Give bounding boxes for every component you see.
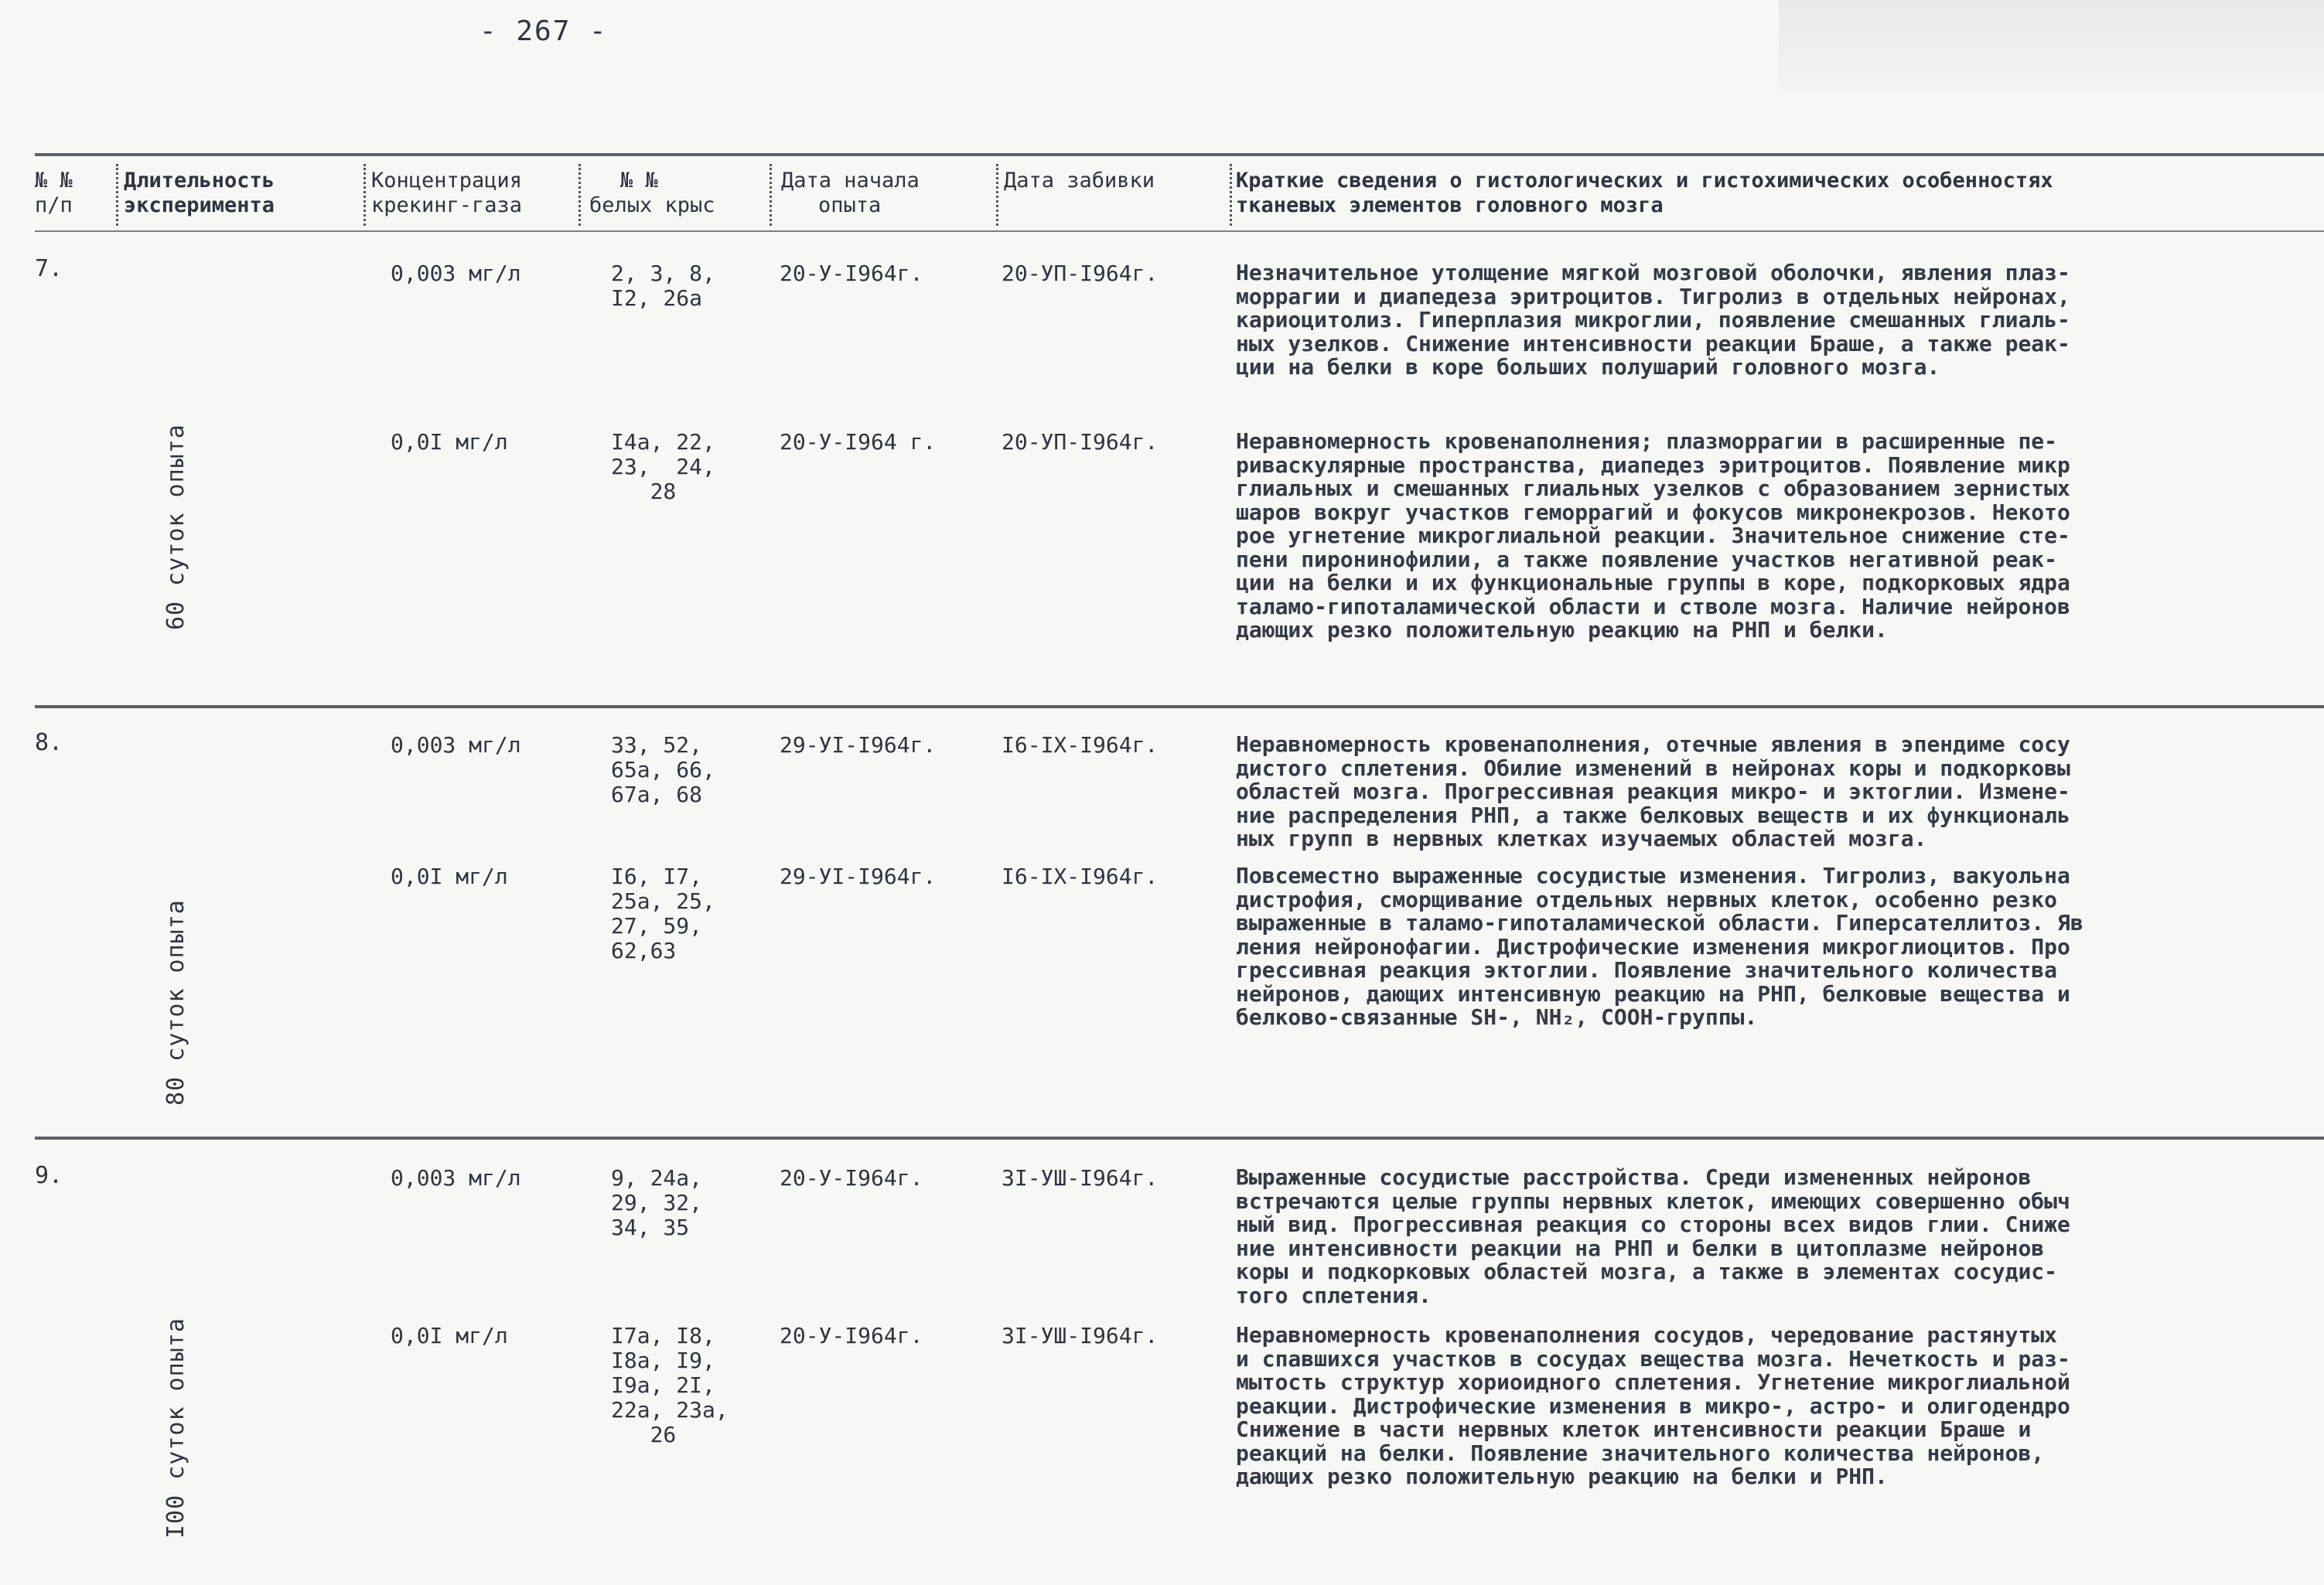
group-divider [35,1137,2324,1140]
header-end-date: Дата забивки [1004,169,1155,193]
rats-cell: I6, I7, 25а, 25, 27, 59, 62,63 [611,864,715,963]
rats-cell: 33, 52, 65а, 66, 67а, 68 [611,732,715,807]
header-separator [770,164,772,226]
end-date-cell: 20-УП-I964г. [1002,261,1159,286]
concentration-cell: 0,0I мг/л [391,429,508,455]
description-cell: Неравномерность кровенаполнения, отечные явления в эпендиме сосу дистого сплетения. Обилие изменений в нейронах коры и подкорковы областей мозга. Прогрессивная реакция микро- и эктоглии. Измене- ние распределения РНП, а также белковых веществ и их функциональ ных групп в нервных клетках изучаемых областей мозга. [1236,731,2070,851]
duration-label: 80 суток опыта [162,899,189,1106]
rats-cell: 2, 3, 8, I2, 26а [611,261,715,311]
end-date-cell: I6-IX-I964г. [1002,732,1159,758]
rats-cell: 9, 24а, 29, 32, 34, 35 [611,1165,703,1240]
group-number: 8. [35,729,63,756]
header-description: Краткие сведения о гистологических и гистохимических особенностях тканевых элементов головного мозга [1236,169,2053,217]
description-cell: Неравномерность кровенаполнения сосудов, чередование растянутых и спавшихся участков в сосудах вещества мозга. Нечеткость и раз- мытость структур хориоидного сплетения. Угнетение микроглиальной реакции. Дистрофические изменения в микро-, астро- и олигодендро Снижение в части нервных клеток интенсивности реакции Браше и реакций на белки. Появление значительного количества нейронов, дающих резко положительную реакцию на белки и РНП. [1236,1322,2070,1489]
start-date-cell: 20-У-I964г. [780,261,923,286]
concentration-cell: 0,0I мг/л [391,1323,508,1348]
duration-label: 60 суток опыта [162,424,189,630]
header-separator [1230,164,1232,226]
end-date-cell: 3I-УШ-I964г. [1002,1323,1159,1348]
start-date-cell: 20-У-I964 г. [780,429,937,455]
concentration-cell: 0,003 мг/л [391,1165,521,1191]
header-separator [578,164,581,226]
concentration-cell: 0,0I мг/л [391,864,508,889]
header-bottom-rule [35,230,2324,232]
start-date-cell: 29-УI-I964г. [780,732,937,758]
end-date-cell: I6-IX-I964г. [1002,864,1159,889]
concentration-cell: 0,003 мг/л [391,732,521,758]
page-number: - 267 - [479,15,608,47]
description-cell: Неравномерность кровенаполнения; плазморрагии в расширенные пе- риваскулярные пространства, диапедез эритроцитов. Появление микр глиальных и смешанных глиальных узелков с образованием зернистых шаров вокруг участков геморрагий и фокусов микронекрозов. Некото рое угнетение микроглиальной реакции. Значительное снижение сте- пени пиронинофилии, а также появление участков негативной реак- ции на белки и их функциональные группы в коре, подкорковых ядра таламо-гипоталамической области и стволе мозга. Наличие нейронов дающих резко положительную реакцию на РНП и белки. [1236,428,2070,643]
group-number: 9. [35,1162,63,1189]
header-start-date: Дата начала опыта [781,169,920,217]
description-cell: Выраженные сосудистые расстройства. Среди измененных нейронов встречаются целые группы нервных клеток, имеющих совершенно обыч ный вид. Прогрессивная реакция со стороны всех видов глии. Сниже ние интенсивности реакции на РНП и белки в цитоплазме нейронов коры и подкорковых областей мозга, а также в элементах сосудис- того сплетения. [1236,1164,2070,1308]
end-date-cell: 20-УП-I964г. [1002,429,1159,455]
start-date-cell: 29-УI-I964г. [780,864,937,889]
header-top-rule [35,153,2324,156]
rats-cell: I4а, 22, 23, 24, 28 [611,429,715,504]
paper-shadow [1779,0,2324,93]
rats-cell: I7а, I8, I8а, I9, I9а, 2I, 22а, 23а, 26 [611,1323,729,1447]
header-separator [116,164,118,226]
start-date-cell: 20-У-I964г. [780,1323,923,1348]
header-num: № № п/п [35,169,73,217]
start-date-cell: 20-У-I964г. [780,1165,923,1191]
concentration-cell: 0,003 мг/л [391,261,521,286]
group-number: 7. [35,255,63,282]
description-cell: Незначительное утолщение мягкой мозговой оболочки, явления плаз- моррагии и диапедеза эритроцитов. Тигролиз в отдельных нейронах, кариоцитолиз. Гиперплазия микроглии, появление смешанных глиаль- ных узелков. Снижение интенсивности реакции Браше, а также реак- ции на белки в коре больших полушарий головного мозга. [1236,260,2070,380]
group-divider [35,705,2324,708]
description-cell: Повсеместно выраженные сосудистые изменения. Тигролиз, вакуольна дистрофия, сморщивание отдельных нервных клеток, особенно резко выраженные в таламо-гипоталамической области. Гиперсателлитоз. Яв ления нейронофагии. Дистрофические изменения микроглиоцитов. Про грессивная реакция эктоглии. Появление значительного количества нейронов, дающих интенсивную реакцию на РНП, белковые вещества и белково-связанные SH-, NH₂, COOH-группы. [1236,863,2083,1030]
header-duration: Длительность эксперимента [124,169,275,217]
header-separator [363,164,366,226]
header-separator [996,164,998,226]
end-date-cell: 3I-УШ-I964г. [1002,1165,1159,1191]
duration-label: I00 суток опыта [162,1317,189,1539]
header-rats: № № белых крыс [589,169,715,217]
header-concentration: Концентрация крекинг-газа [371,169,523,217]
